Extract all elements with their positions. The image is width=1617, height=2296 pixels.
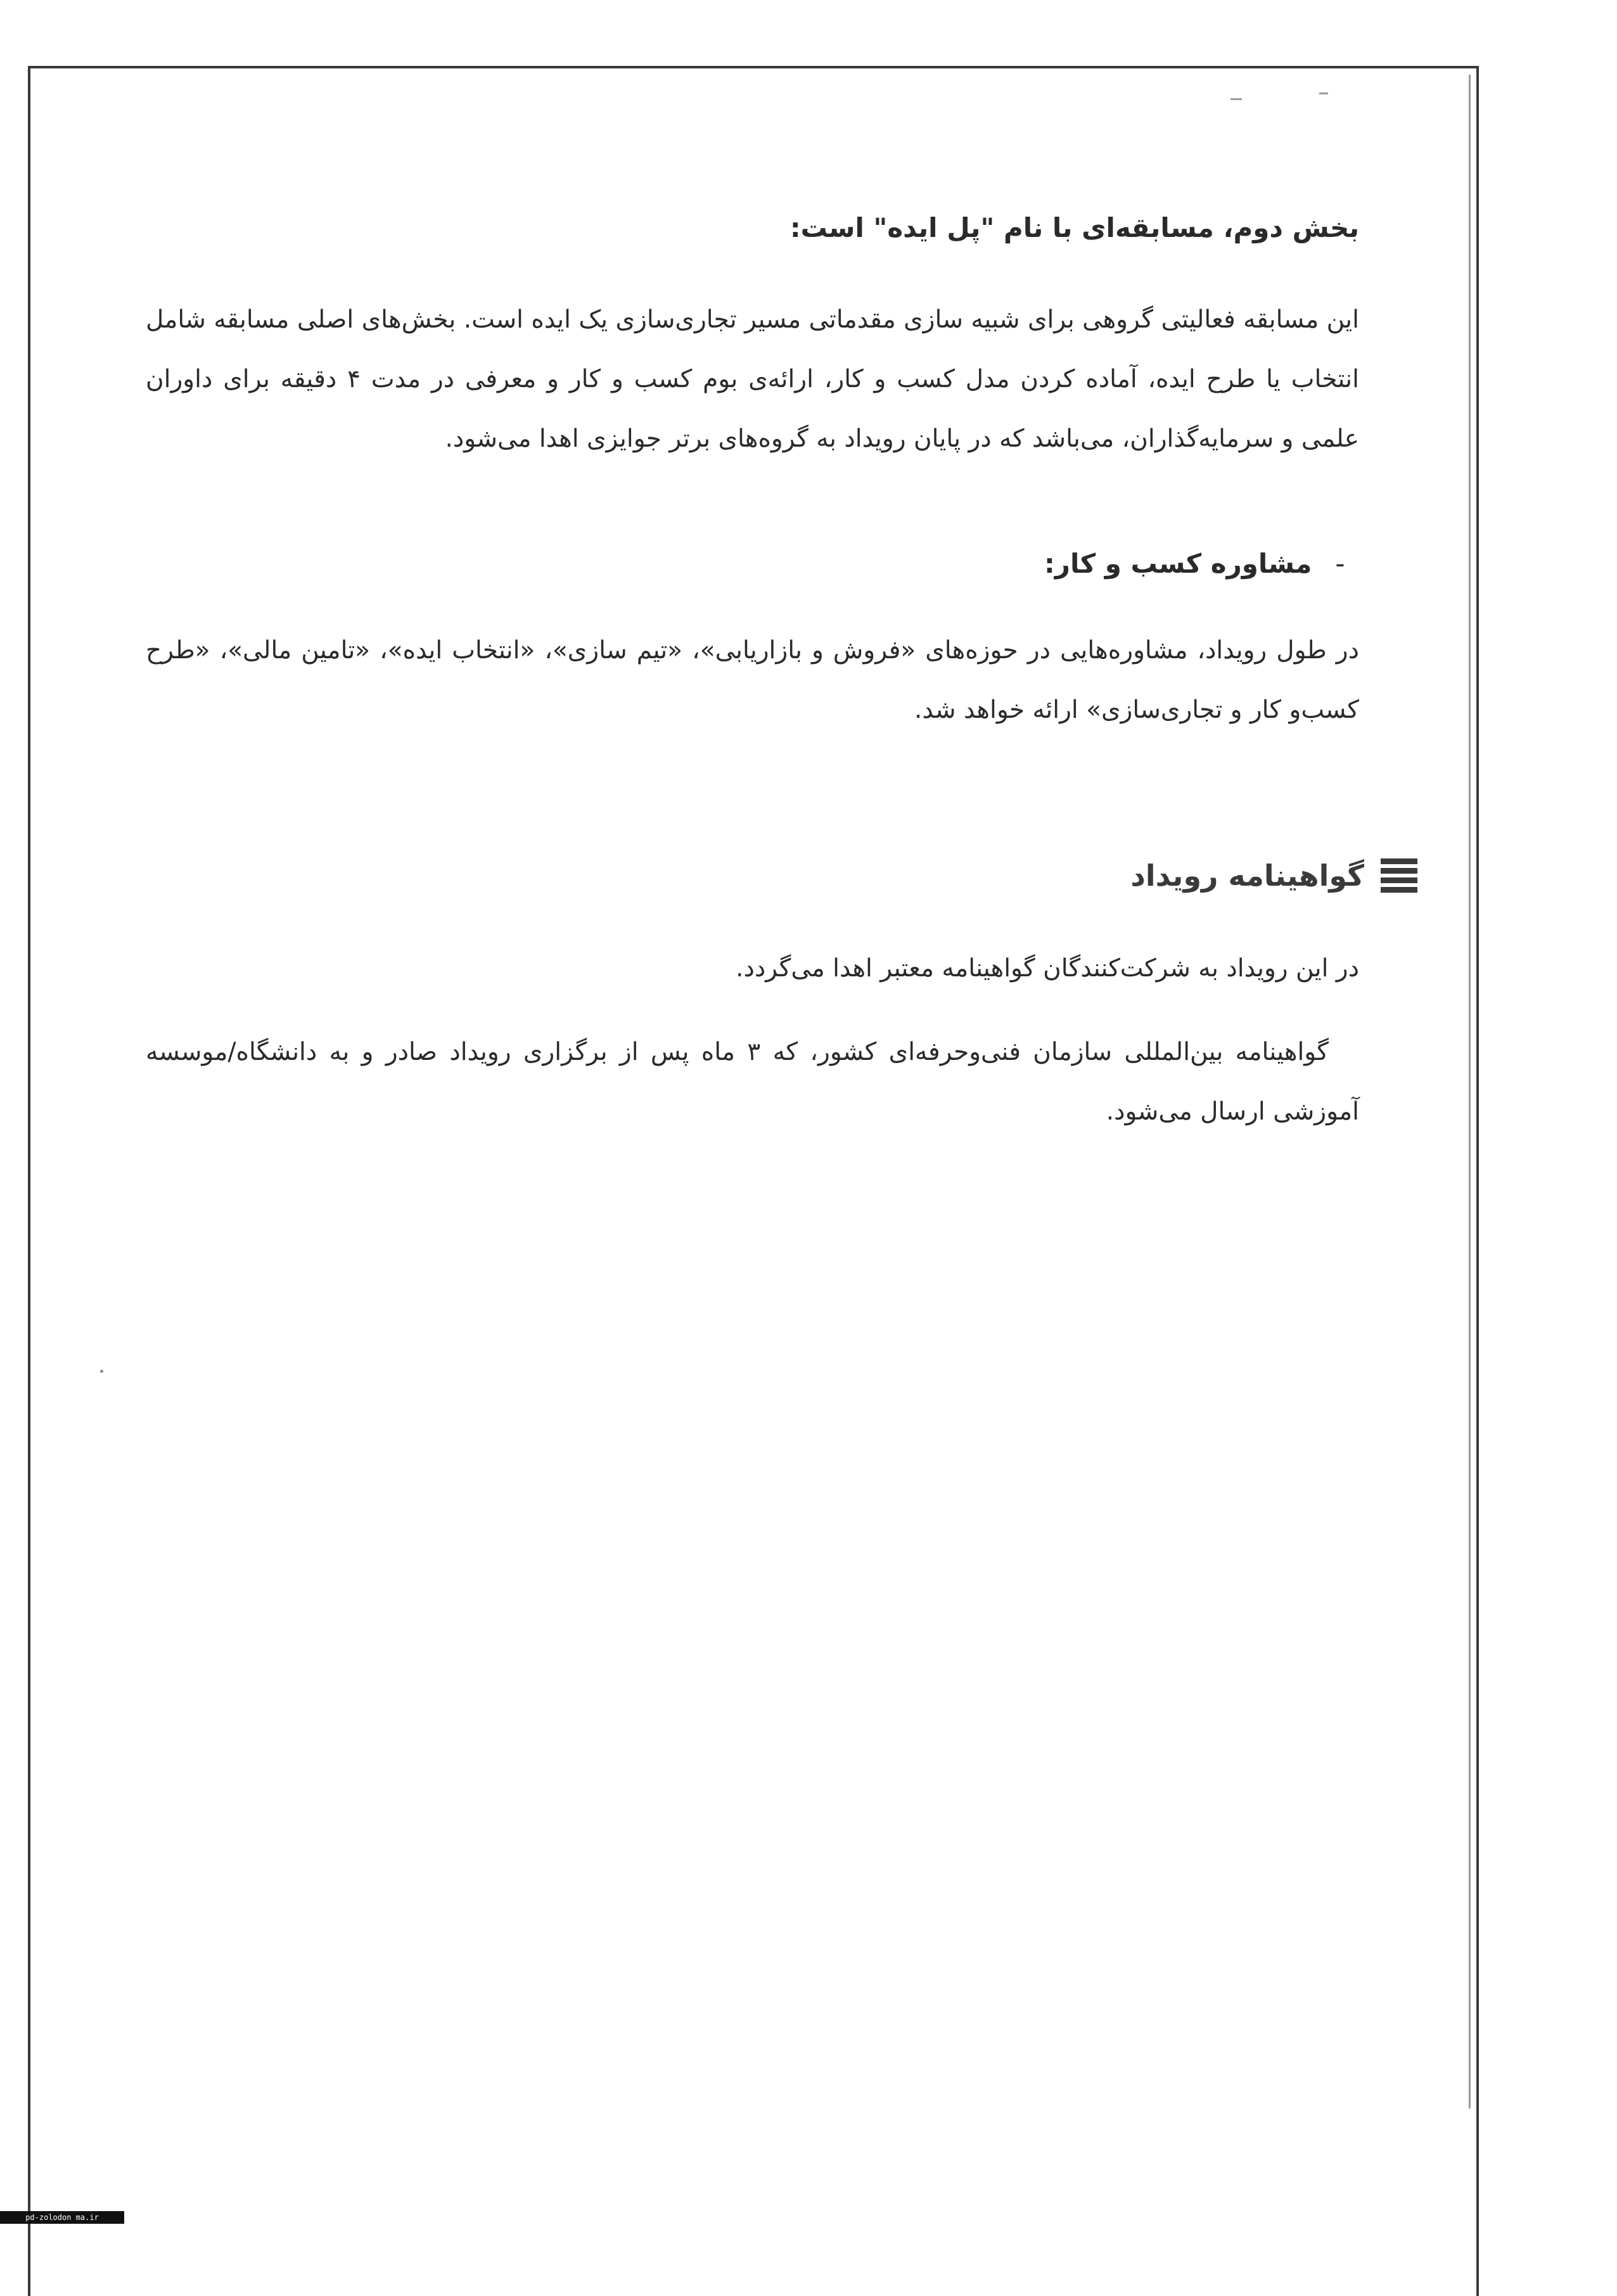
consulting-paragraph: در طول رویداد، مشاوره‌هایی در حوزه‌های «فروش و بازاریابی»، «تیم سازی»، «انتخاب ایده»، «تامین مالی»، «طرح کسب‌و کار و تجاری‌سازی» ارائه خواهد شد. [146, 636, 1359, 724]
certificate-paragraph-2: گواهینامه بین‌المللی سازمان فنی‌وحرفه‌ای کشور، که ۳ ماه پس از برگزاری رویداد صادر و به دانشگاه/موسسه آموزشی ارسال می‌شود. [146, 1038, 1359, 1126]
certificate-title: گواهینامه رویداد [1130, 858, 1364, 893]
section-two-paragraph: این مسابقه فعالیتی گروهی برای شبیه سازی مقدماتی مسیر تجاری‌سازی یک ایده است. بخش‌های اصلی مسابقه شامل انتخاب یا طرح ایده، آماده کردن مدل کسب و کار، ارائه‌ی بوم کسب و کار و معرفی در مدت ۴ دقیقه برای داوران علمی و سرمایه‌گذاران، می‌باشد که در پایان رویداد به گروه‌های برتر جوایزی اهدا می‌شود. [146, 305, 1359, 453]
consulting-heading [146, 545, 1359, 583]
bullet-dash: - [1335, 548, 1345, 579]
scan-mark [1319, 92, 1328, 94]
certificate-heading [146, 858, 1417, 893]
scan-dot [100, 1370, 103, 1373]
menu-icon [1381, 858, 1417, 893]
consulting-title: مشاوره کسب و کار: [1044, 548, 1312, 579]
footer-watermark: pd-zolodon ma.ir [0, 2211, 124, 2224]
page-inner-rule [1469, 75, 1471, 2108]
scan-mark [1230, 98, 1242, 100]
certificate-paragraph-1: در این رویداد به شرکت‌کنندگان گواهینامه معتبر اهدا می‌گردد. [736, 954, 1359, 983]
section-two-title: بخش دوم، مسابقه‌ای با نام "پل ایده" است: [789, 212, 1359, 243]
